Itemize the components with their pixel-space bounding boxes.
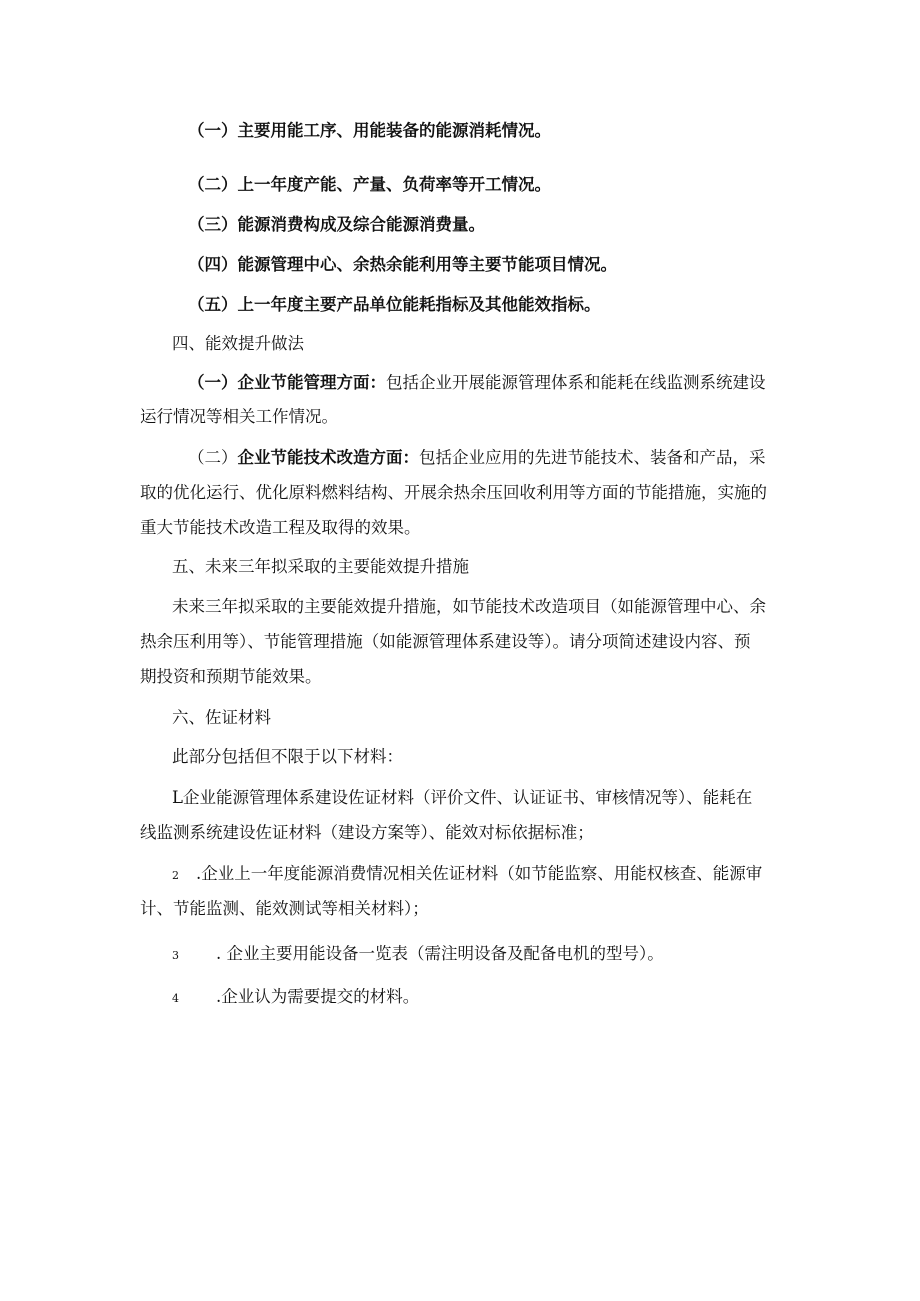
material-1-line1: L企业能源管理体系建设佐证材料（评价文件、认证证书、审核情况等）、能耗在 (172, 788, 753, 807)
section-4-p2-prefix: （二） (188, 448, 238, 467)
material-4-number: 4 (172, 992, 179, 1005)
section-4-p2-lead: 企业节能技术改造方面： (237, 448, 419, 467)
section-5-line1: 未来三年拟采取的主要能效提升措施，如节能技术改造项目（如能源管理中心、余 (172, 597, 766, 616)
section-4-p2-line2: 取的优化运行、优化原料燃料结构、开展余热余压回收利用等方面的节能措施，实施的 (140, 483, 767, 502)
section-4-p1-lead: （一）企业节能管理方面： (188, 373, 386, 392)
section-4-p2-line1 (188, 447, 766, 469)
section-4-p2-line3: 重大节能技术改造工程及取得的效果。 (140, 518, 421, 537)
section-4-p2-text: 包括企业应用的先进节能技术、装备和产品，采 (419, 448, 766, 467)
section-4-p1-text: 包括企业开展能源管理体系和能耗在线监测系统建设 (386, 373, 766, 392)
material-2-line1 (172, 863, 762, 887)
item-1: （一）主要用能工序、用能装备的能源消耗情况。 (188, 121, 551, 140)
section-6-heading: 六、佐证材料 (172, 708, 271, 727)
section-4-heading: 四、能效提升做法 (172, 334, 304, 353)
material-4 (172, 986, 419, 1010)
material-2-number: 2 (172, 869, 179, 882)
material-4-text: .企业认为需要提交的材料。 (216, 987, 420, 1006)
section-5-heading: 五、未来三年拟采取的主要能效提升措施 (172, 557, 469, 576)
section-6-intro: 此部分包括但不限于以下材料： (172, 747, 403, 766)
material-1-line2: 线监测系统建设佐证材料（建设方案等）、能效对标依据标准； (140, 823, 594, 842)
section-5-line2: 热余压利用等）、节能管理措施（如能源管理体系建设等）。请分项简述建设内容、预 (140, 632, 751, 651)
item-2: （二）上一年度产能、产量、负荷率等开工情况。 (188, 175, 551, 194)
item-4: （四）能源管理中心、余热余能利用等主要节能项目情况。 (188, 255, 617, 274)
section-4-p1-line1 (188, 372, 766, 394)
section-5-line3: 期投资和预期节能效果。 (140, 667, 322, 686)
material-3-number: 3 (172, 949, 179, 962)
material-3 (172, 943, 664, 967)
material-2-line2: 计、节能监测、能效测试等相关材料）； (140, 899, 429, 918)
material-2-text: .企业上一年度能源消费情况相关佐证材料（如节能监察、用能权核查、能源审 (196, 864, 763, 883)
item-3: （三）能源消费构成及综合能源消费量。 (188, 215, 485, 234)
section-4-p1-line2: 运行情况等相关工作情况。 (140, 407, 338, 426)
item-5: （五）上一年度主要产品单位能耗指标及其他能效指标。 (188, 295, 601, 314)
material-3-text: . 企业主要用能设备一览表（需注明设备及配备电机的型号）。 (216, 944, 664, 963)
